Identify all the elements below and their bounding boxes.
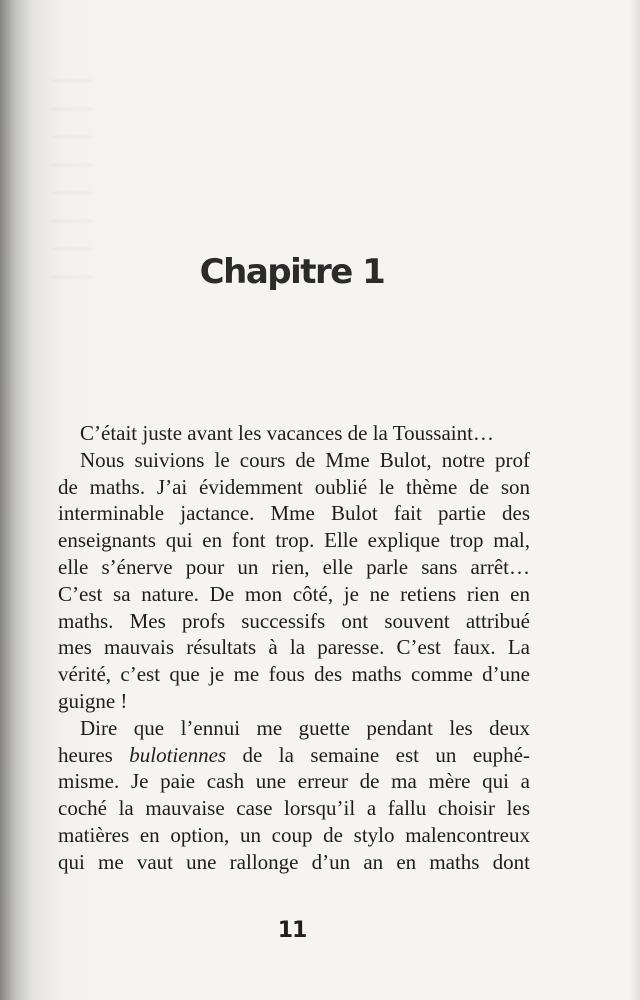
text-line: elle s’énerve pour un rien, elle parle sans arrêt… [58, 554, 530, 579]
body-text [58, 420, 530, 876]
text-line: interminable jactance. Mme Bulot fait partie des [58, 501, 530, 526]
text-line: Dire que l’ennui me guette pendant les deux [80, 715, 530, 740]
chapter-title: Chapitre 1 [199, 252, 385, 292]
text-fragment: de la semaine est un euphé- [226, 742, 531, 767]
text-line: guigne ! [58, 688, 128, 713]
text-line: vérité, c’est que je me fous des maths comme d’une [58, 662, 530, 687]
text-line: mes mauvais résultats à la paresse. C’est faux. La [58, 635, 530, 660]
page-number: 11 [277, 918, 307, 943]
text-line: misme. Je paie cash une erreur de ma mère qui a [58, 769, 530, 794]
text-line: C’est sa nature. De mon côté, je ne retiens rien en [58, 581, 530, 606]
text-line: enseignants qui en font trop. Elle explique trop mal, [58, 528, 530, 553]
italic-word: bulotiennes [129, 742, 227, 767]
text-line: qui me vaut une rallonge d’un an en maths dont [58, 849, 530, 874]
text-line-with-italic [58, 742, 530, 769]
text-line: C’était juste avant les vacances de la Toussaint… [80, 421, 494, 445]
text-line: de maths. J’ai évidemment oublié le thème de son [58, 474, 530, 499]
text-fragment: heures [58, 742, 130, 767]
text-line: matières en option, un coup de stylo malencontreux [58, 822, 530, 847]
text-line: Nous suivions le cours de Mme Bulot, notre prof [80, 447, 530, 472]
text-line: coché la mauvaise case lorsqu’il a fallu choisir les [58, 796, 530, 821]
text-line: maths. Mes profs successifs ont souvent attribué [58, 608, 530, 633]
